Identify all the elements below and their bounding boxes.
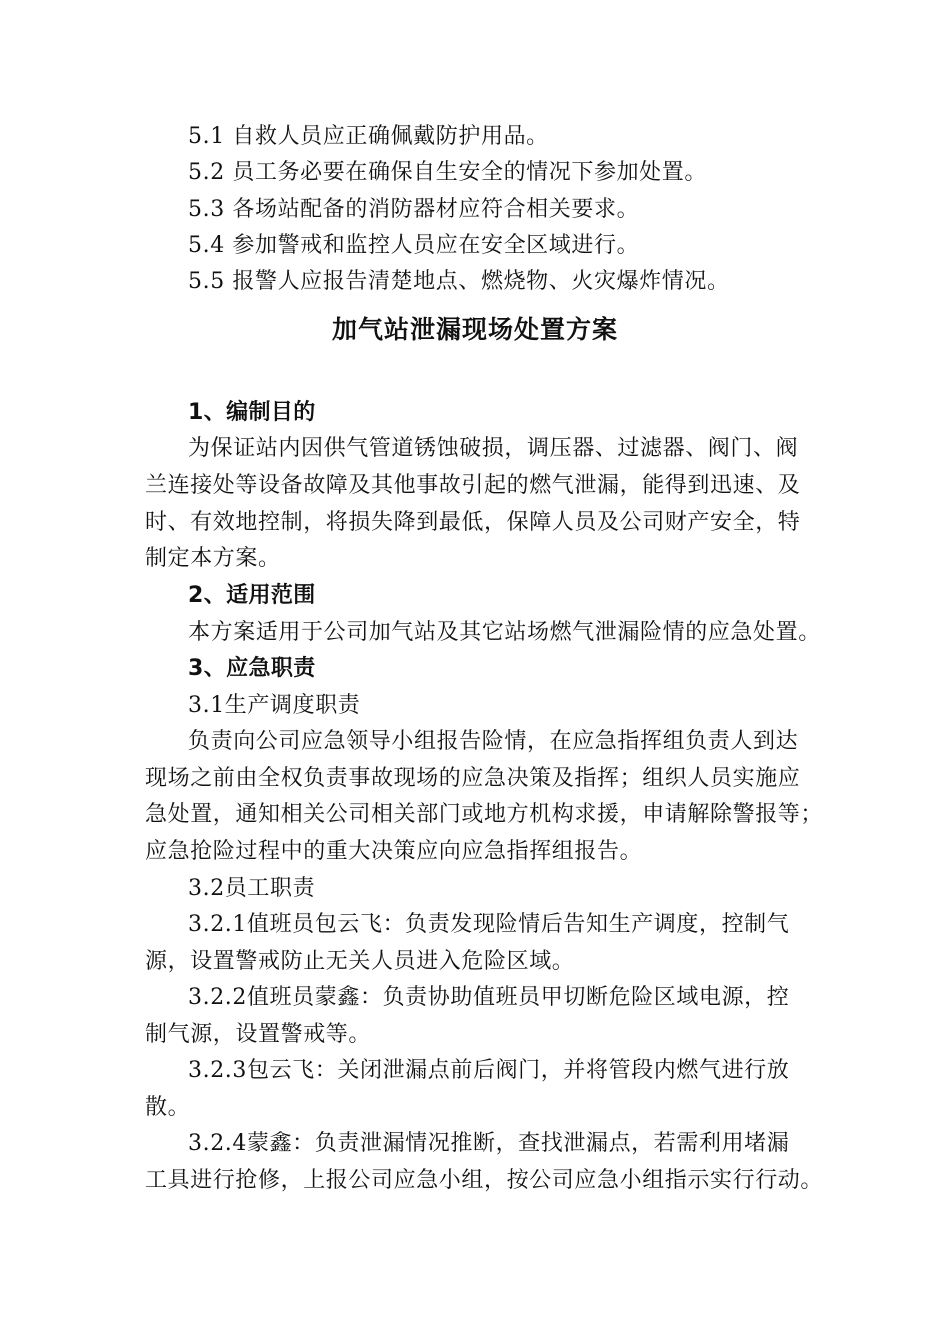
subsection-3-2-heading: 3.2员工职责	[188, 876, 316, 901]
section-1-line-1: 为保证站内因供气管道锈蚀破损，调压器、过滤器、阀门、阀	[188, 436, 799, 461]
item-3-2-4-line-2: 工具进行抢修，上报公司应急小组，按公司应急小组指示实行行动。	[145, 1168, 824, 1193]
subsection-3-1-line-3: 急处置，通知相关公司相关部门或地方机构求援，申请解除警报等；	[145, 802, 824, 827]
subsection-3-1-line-4: 应急抢险过程中的重大决策应向应急指挥组报告。	[145, 839, 643, 864]
section-1-line-4: 制定本方案。	[145, 546, 281, 571]
list-item-5-5: 5.5 报警人应报告清楚地点、燃烧物、火灾爆炸情况。	[188, 269, 730, 294]
item-3-2-1-line-1: 3.2.1值班员包云飞：负责发现险情后告知生产调度，控制气	[188, 912, 790, 937]
item-3-2-1-line-2: 源，设置警戒防止无关人员进入危险区域。	[145, 949, 575, 974]
list-item-5-3: 5.3 各场站配备的消防器材应符合相关要求。	[188, 197, 640, 222]
subsection-3-1-line-2: 现场之前由全权负责事故现场的应急决策及指挥；组织人员实施应	[145, 766, 801, 791]
section-1-line-3: 时、有效地控制，将损失降到最低，保障人员及公司财产安全，特	[145, 510, 801, 535]
section-1-line-2: 兰连接处等设备故障及其他事故引起的燃气泄漏，能得到迅速、及	[145, 473, 801, 498]
subsection-3-1-line-1: 负责向公司应急领导小组报告险情，在应急指挥组负责人到达	[188, 729, 799, 754]
list-item-5-2: 5.2 员工务必要在确保自生安全的情况下参加处置。	[188, 160, 707, 185]
item-3-2-2-line-2: 制气源，设置警戒等。	[145, 1022, 372, 1047]
item-3-2-3-line-1: 3.2.3包云飞：关闭泄漏点前后阀门，并将管段内燃气进行放	[188, 1058, 790, 1083]
list-item-5-4: 5.4 参加警戒和监控人员应在安全区域进行。	[188, 233, 640, 258]
item-3-2-2-line-1: 3.2.2值班员蒙鑫：负责协助值班员甲切断危险区域电源，控	[188, 985, 790, 1010]
section-2-line-1: 本方案适用于公司加气站及其它站场燃气泄漏险情的应急处置。	[188, 620, 821, 645]
document-title: 加气站泄漏现场处置方案	[331, 315, 618, 344]
item-3-2-4-line-1: 3.2.4蒙鑫：负责泄漏情况推断，查找泄漏点，若需利用堵漏	[188, 1131, 790, 1156]
section-2-heading: 2、适用范围	[188, 583, 316, 608]
section-1-heading: 1、编制目的	[188, 400, 316, 425]
subsection-3-1-heading: 3.1生产调度职责	[188, 693, 361, 718]
section-3-heading: 3、应急职责	[188, 656, 316, 681]
list-item-5-1: 5.1 自救人员应正确佩戴防护用品。	[188, 124, 549, 149]
item-3-2-3-line-2: 散。	[145, 1095, 191, 1120]
